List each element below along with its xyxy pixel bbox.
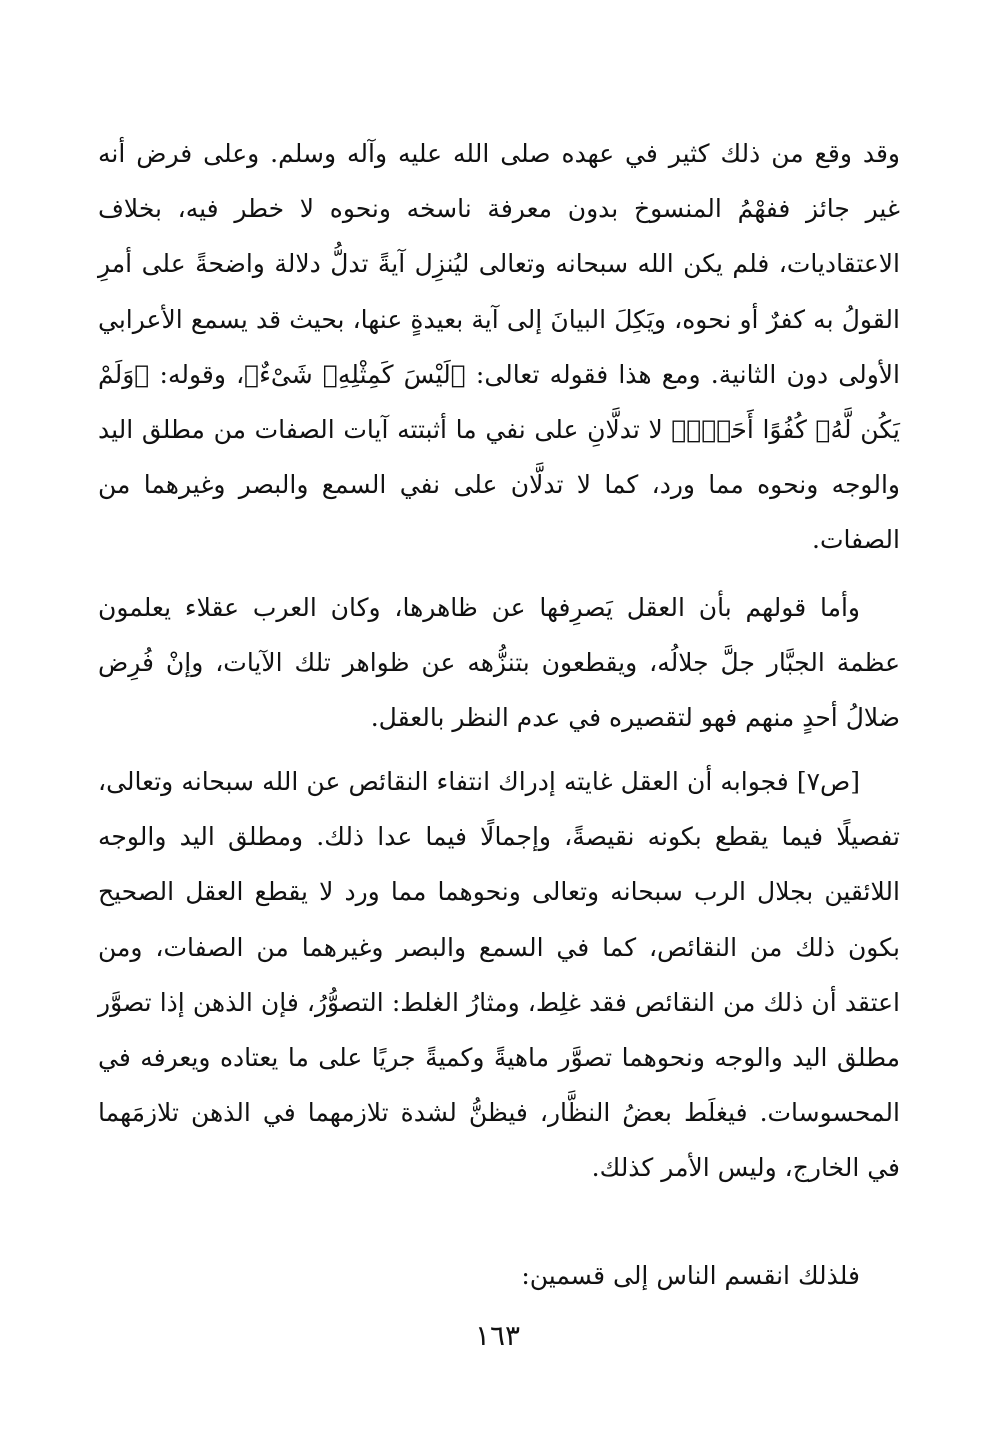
paragraph-4: فلذلك انقسم الناس إلى قسمين: bbox=[521, 1261, 860, 1290]
paragraph-2: وأما قولهم بأن العقل يَصرِفها عن ظاهرها، وكان العرب عقلاء يعلمون عظمة الجبَّار جلَّ جلالُه، ويقطعون بتنزُّهه عن ظواهر تلك الآيات، وإنْ فُرِض ضلالُ أحدٍ منهم فهو لتقصيره في عدم النظر بالعقل. bbox=[98, 593, 900, 733]
paragraph-1: وقد وقع من ذلك كثير في عهده صلى الله عليه وآله وسلم. وعلى فرض أنه غير جائز ففهْمُ المنسوخ بدون معرفة ناسخه ونحوه لا خطر فيه، بخلاف الاعتقاديات، فلم يكن الله سبحانه وتعالى ليُنزِل آيةً تدلُّ دلالة واضحةً على أمرِ القولُ به كفرٌ أو نحوه، ويَكِلَ البيانَ إلى آية بعيدةٍ عنها، بحيث قد يسمع الأعرابي الأولى دون الثانية. ومع هذا فقوله تعالى: ﴿لَيْسَ كَمِثْلِهِۦ شَىْءٌ﴾، وقوله: ﴿وَلَمْ يَكُن لَّهُۥ كُفُوًا أَحَدٌۢ﴾ لا تدلَّانِ على نفي ما أثبتته آيات الصفات من مطلق اليد والوجه ونحوه مما ورد، كما لا تدلَّان على نفي السمع والبصر وغيرهما من الصفات. bbox=[98, 139, 900, 555]
page-number: ١٦٣ bbox=[474, 1319, 521, 1352]
paragraph-3: [ص٧] فجوابه أن العقل غايته إدراك انتفاء النقائص عن الله سبحانه وتعالى، تفصيلًا فيما يقطع بكونه نقيصةً، وإجمالًا فيما عدا ذلك. ومطلق اليد والوجه اللائقين بجلال الرب سبحانه وتعالى ونحوهما مما ورد لا يقطع العقل الصحيح بكون ذلك من النقائص، كما في السمع والبصر وغيرهما من الصفات، ومن اعتقد أن ذلك من النقائص فقد غلِط، ومثارُ الغلط: التصوُّرُ، فإن الذهن إذا تصوَّر مطلق اليد والوجه ونحوهما تصوَّر ماهيةً وكميةً جريًا على ما يعتاده ويعرفه في المحسوسات. فيغلَط بعضُ النظَّار، فيظنُّ لشدة تلازمهما في الذهن تلازمَهما في الخارج، وليس الأمر كذلك. bbox=[98, 767, 900, 1183]
